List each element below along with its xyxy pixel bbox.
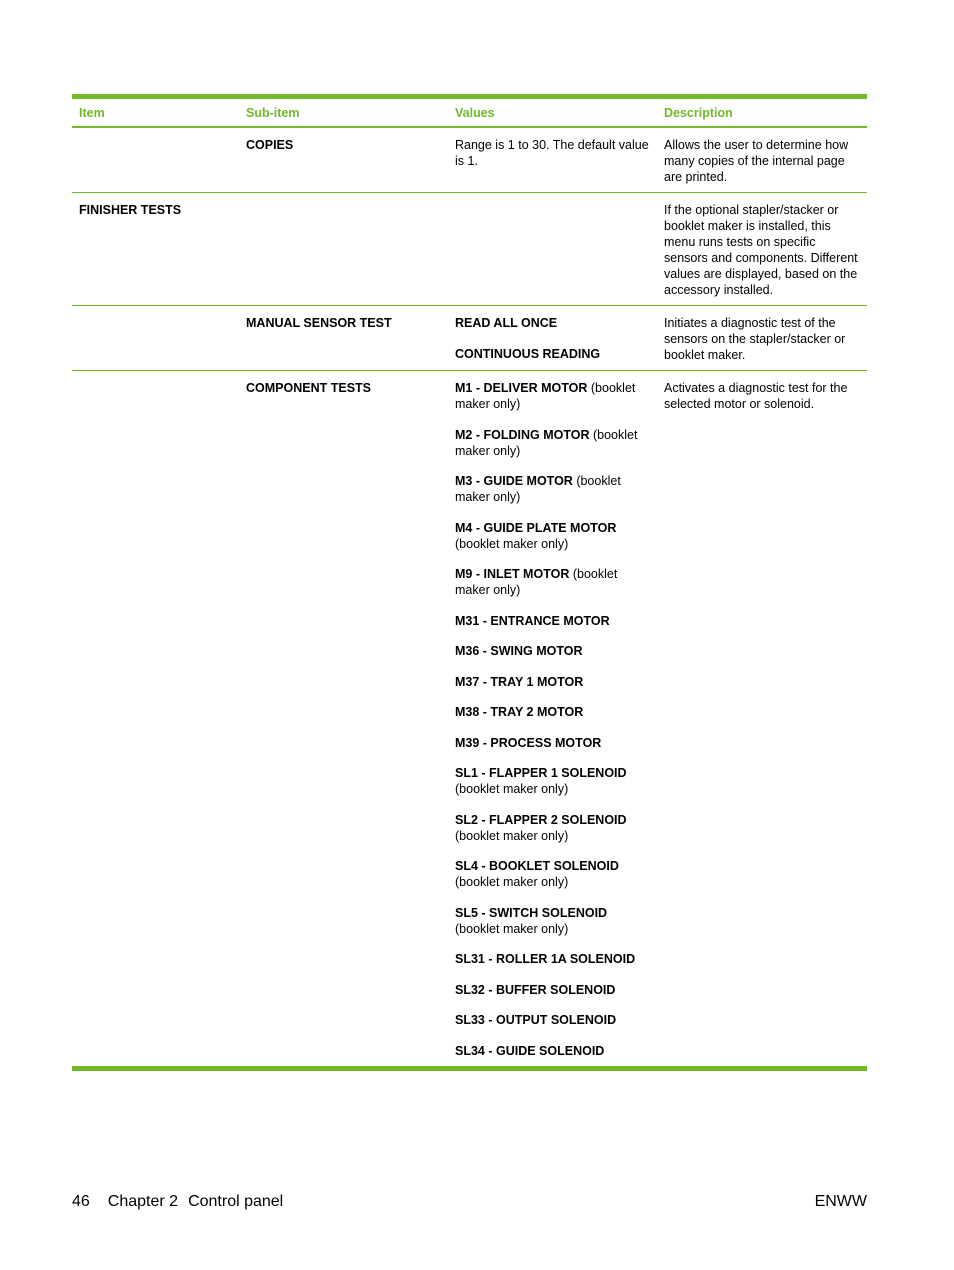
value-note: Range is 1 to 30. The default value is 1. [455, 138, 649, 168]
value-entry [455, 905, 650, 937]
value-name: M38 - TRAY 2 MOTOR [455, 705, 584, 719]
value-entry [455, 315, 650, 331]
cell-values [448, 306, 657, 371]
value-entry [455, 346, 650, 362]
chapter-label: Chapter 2 [107, 1193, 179, 1210]
footer-right [815, 1192, 867, 1212]
value-name: M3 - GUIDE MOTOR [455, 474, 573, 488]
value-entry [455, 137, 650, 169]
cell-description: Initiates a diagnostic test of the sensors on the stapler/stacker or booklet maker. [657, 306, 867, 371]
table-row [72, 371, 867, 1066]
value-entry [455, 812, 650, 844]
cell-subitem: COMPONENT TESTS [246, 381, 372, 395]
cell-item [72, 306, 239, 371]
value-name: SL5 - SWITCH SOLENOID [455, 905, 608, 920]
value-entry [455, 520, 650, 552]
value-entry [455, 427, 650, 459]
value-note: (booklet maker only) [455, 567, 618, 597]
table-row [72, 193, 867, 306]
value-name: M36 - SWING MOTOR [455, 644, 583, 658]
footer-left [72, 1192, 301, 1212]
value-name: M4 - GUIDE PLATE MOTOR [455, 520, 617, 535]
header-item: Item [72, 99, 239, 127]
table-header-row [72, 99, 867, 127]
cell-description: If the optional stapler/stacker or booklet maker is installed, this menu runs tests on specific sensors and components. Different values are displayed, based on the accessory installed. [657, 193, 867, 306]
cell-values [448, 371, 657, 1066]
value-note: (booklet maker only) [455, 782, 569, 796]
value-note: (booklet maker only) [455, 427, 638, 458]
value-name: M37 - TRAY 1 MOTOR [455, 674, 584, 689]
cell-subitem [239, 193, 448, 306]
value-note: (booklet maker only) [455, 828, 569, 843]
header-values: Values [448, 99, 657, 127]
value-note: (booklet maker only) [455, 474, 621, 504]
value-name: M39 - PROCESS MOTOR [455, 735, 602, 750]
value-name: SL1 - FLAPPER 1 SOLENOID [455, 766, 627, 780]
value-entry [455, 704, 650, 720]
value-note: (booklet maker only) [455, 875, 569, 889]
value-entry [455, 951, 650, 967]
cell-item [72, 371, 239, 1066]
table-row [72, 127, 867, 193]
value-name: M9 - INLET MOTOR [455, 567, 570, 581]
value-entry [455, 765, 650, 797]
value-note: (booklet maker only) [455, 381, 636, 411]
table-body [72, 127, 867, 1066]
value-entry [455, 643, 650, 659]
value-name: SL34 - GUIDE SOLENOID [455, 1043, 605, 1058]
header-subitem: Sub-item [239, 99, 448, 127]
value-name: SL4 - BOOKLET SOLENOID [455, 859, 619, 873]
value-name: SL31 - ROLLER 1A SOLENOID [455, 952, 636, 966]
value-entry [455, 674, 650, 690]
cell-subitem: COPIES [239, 127, 448, 193]
cell-subitem: MANUAL SENSOR TEST [239, 306, 448, 371]
value-name: SL2 - FLAPPER 2 SOLENOID [455, 812, 627, 827]
footer-doc-code: ENWW [814, 1193, 867, 1210]
section-label: Control panel [188, 1193, 284, 1210]
value-entry [455, 473, 650, 505]
value-entry [455, 982, 650, 998]
value-entry [455, 613, 650, 629]
value-note: (booklet maker only) [455, 921, 569, 936]
value-entry [455, 1012, 650, 1028]
value-name: M1 - DELIVER MOTOR [455, 381, 588, 395]
value-name: SL32 - BUFFER SOLENOID [455, 982, 616, 997]
value-entry [455, 735, 650, 751]
value-entry [455, 380, 650, 412]
value-name: M31 - ENTRANCE MOTOR [455, 613, 610, 628]
header-description: Description [657, 99, 867, 127]
value-entry [455, 858, 650, 890]
page-number: 46 [72, 1193, 90, 1210]
table-row [72, 306, 867, 371]
table-bottom-rule [72, 1066, 867, 1071]
value-entry [455, 1043, 650, 1059]
value-name: SL33 - OUTPUT SOLENOID [455, 1013, 617, 1027]
cell-description: Activates a diagnostic test for the selected motor or solenoid. [664, 381, 848, 411]
menu-table [72, 99, 867, 1066]
cell-item [72, 127, 239, 193]
cell-values [448, 127, 657, 193]
cell-item: FINISHER TESTS [72, 193, 239, 306]
value-name: READ ALL ONCE [455, 316, 558, 330]
value-name: M2 - FOLDING MOTOR [455, 427, 590, 442]
cell-description: Allows the user to determine how many copies of the internal page are printed. [657, 127, 867, 193]
value-note: (booklet maker only) [455, 536, 569, 551]
value-name: CONTINUOUS READING [455, 346, 601, 361]
menu-table-container [72, 94, 867, 1071]
value-entry [455, 566, 650, 598]
cell-values [448, 193, 657, 306]
